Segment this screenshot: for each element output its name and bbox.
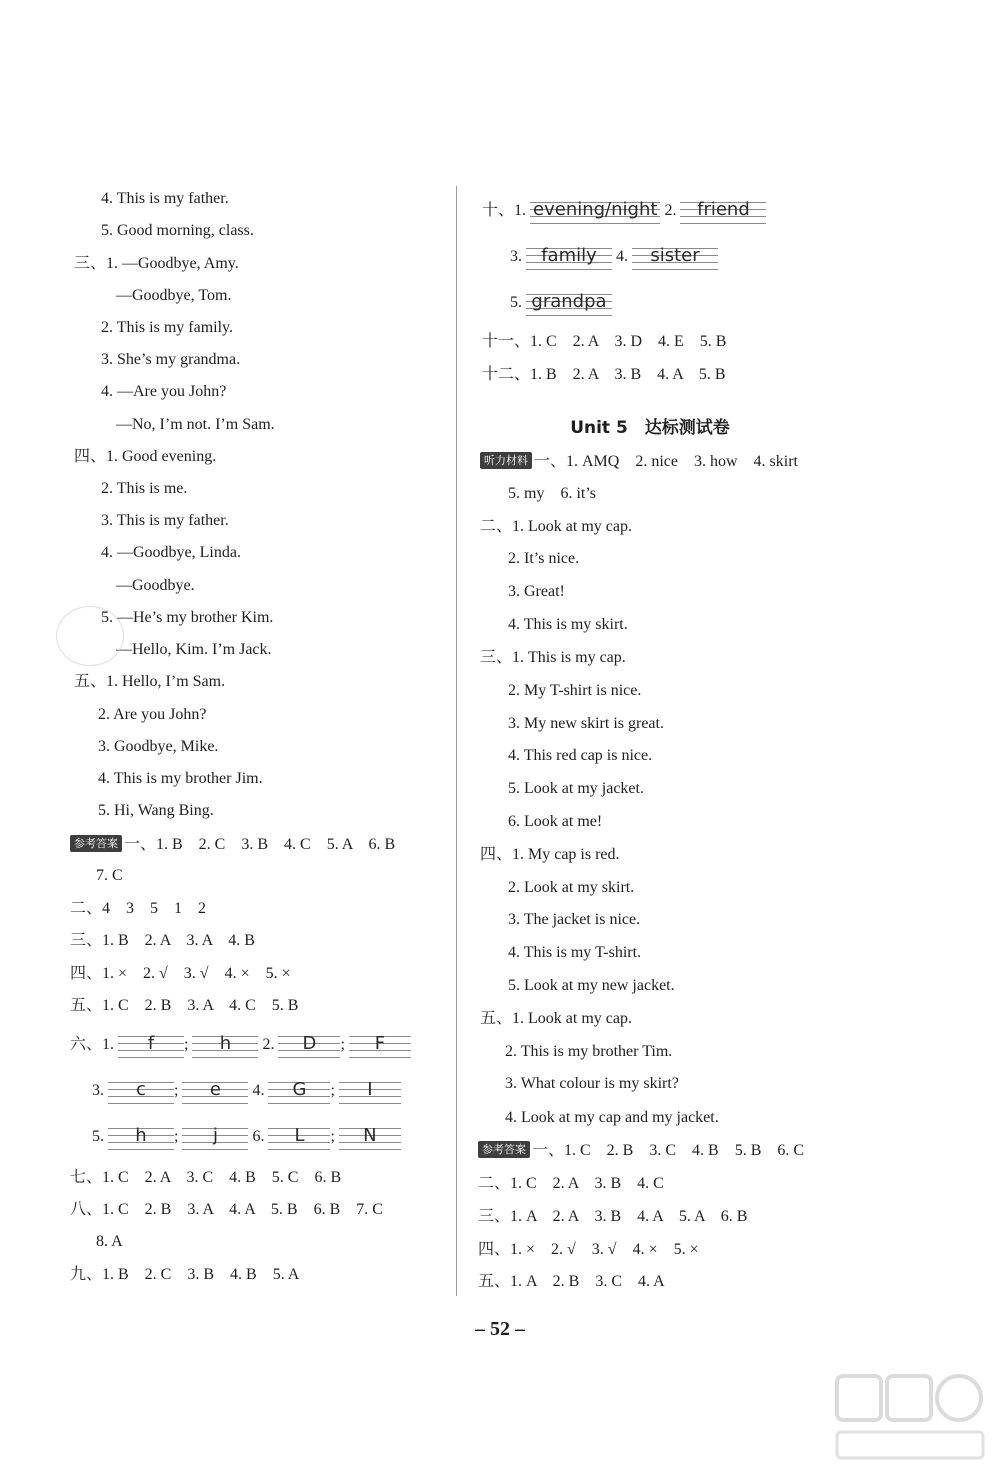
left-line: 4. —Are you John? (101, 383, 227, 400)
left-line: 五、1. Hello, I’m Sam. (74, 673, 226, 690)
page-number: – 52 – (475, 1318, 525, 1340)
left-answers-row: 参考答案 一、1. B 2. C 3. B 4. C 5. A 6. B (70, 834, 395, 856)
listening-row: 5. my 6. it’s (508, 485, 597, 502)
left-line: —Goodbye, Tom. (116, 287, 232, 304)
handwriting-answer: family (526, 244, 612, 270)
right-answers-row: 五、1. A 2. B 3. C 4. A (478, 1273, 665, 1290)
handwriting-answer: I (339, 1078, 401, 1104)
left-line: 2. This is my family. (101, 319, 233, 336)
left-line: 2. This is me. (101, 480, 188, 497)
handwriting-answer: friend (680, 198, 766, 224)
right-answers-row: 十二、1. B 2. A 3. B 4. A 5. B (482, 366, 726, 383)
right-line: 2. This is my brother Tim. (505, 1043, 673, 1060)
left-line: —Goodbye. (116, 577, 195, 594)
left-line: 2. Are you John? (98, 706, 207, 723)
right-line: 3. Great! (508, 583, 565, 600)
right-line: 三、1. This is my cap. (480, 649, 626, 666)
right-line: 6. Look at me! (508, 813, 603, 830)
right-line: 5. Look at my jacket. (508, 780, 644, 797)
handwriting-answer: h (192, 1032, 258, 1058)
left-line: 三、1. —Goodbye, Amy. (74, 255, 239, 272)
handwriting-row: 六、1. f ; h 2. D ; F (70, 1031, 411, 1059)
right-answers-row: 四、1. × 2. √ 3. √ 4. × 5. × (478, 1241, 699, 1258)
right-answers-row: 十一、1. C 2. A 3. D 4. E 5. B (482, 333, 727, 350)
watermark-logo-icon (835, 1372, 985, 1464)
left-line: 4. This is my brother Jim. (98, 770, 263, 787)
right-line: 4. Look at my cap and my jacket. (505, 1109, 719, 1126)
unit-title: Unit 5 达标测试卷 (570, 418, 730, 438)
left-line: 5. —He’s my brother Kim. (101, 609, 274, 626)
right-line: 4. This red cap is nice. (508, 747, 653, 764)
handwriting-answer: grandpa (526, 290, 612, 316)
right-line: 2. Look at my skirt. (508, 879, 635, 896)
watermark-stamp-icon (56, 606, 124, 666)
left-answers-row: 7. C (96, 867, 123, 884)
handwriting-answer: j (182, 1124, 248, 1150)
left-answers-row: 八、1. C 2. B 3. A 4. A 5. B 6. B 7. C (70, 1201, 383, 1218)
listening-row: 听力材料 一、1. AMQ 2. nice 3. how 4. skirt (480, 451, 798, 473)
right-line: 5. Look at my new jacket. (508, 977, 675, 994)
handwriting-answer: h (108, 1124, 174, 1150)
left-line: 5. Hi, Wang Bing. (98, 802, 214, 819)
left-line: —Hello, Kim. I’m Jack. (116, 641, 272, 658)
left-answers-row: 九、1. B 2. C 3. B 4. B 5. A (70, 1266, 300, 1283)
handwriting-answer: e (182, 1078, 248, 1104)
handwriting-answer: G (268, 1078, 330, 1104)
handwriting-answer: N (339, 1124, 401, 1150)
left-line: 四、1. Good evening. (74, 448, 217, 465)
right-answers-row: 参考答案 一、1. C 2. B 3. C 4. B 5. B 6. C (478, 1140, 804, 1162)
left-answers-row: 七、1. C 2. A 3. C 4. B 5. C 6. B (70, 1169, 342, 1186)
right-line: 3. The jacket is nice. (508, 911, 641, 928)
left-answers-row: 三、1. B 2. A 3. A 4. B (70, 932, 255, 949)
column-divider (456, 186, 457, 1296)
right-line: 2. My T-shirt is nice. (508, 682, 642, 699)
left-answers-row: 二、4 3 5 1 2 (70, 900, 207, 917)
right-line: 4. This is my T-shirt. (508, 944, 642, 961)
right-line: 五、1. Look at my cap. (480, 1010, 632, 1027)
handwriting-row: 十、1. evening/night 2. friend (482, 197, 766, 225)
left-line: 3. This is my father. (101, 512, 229, 529)
left-line: 3. She’s my grandma. (101, 351, 241, 368)
right-line: 四、1. My cap is red. (480, 846, 620, 863)
left-line: 4. —Goodbye, Linda. (101, 544, 241, 561)
left-line: —No, I’m not. I’m Sam. (116, 416, 275, 433)
handwriting-answer: f (118, 1032, 184, 1058)
handwriting-answer: F (349, 1032, 411, 1058)
answer-key-badge: 参考答案 (478, 1141, 530, 1158)
right-line: 4. This is my skirt. (508, 616, 628, 633)
right-line: 3. What colour is my skirt? (505, 1075, 679, 1092)
left-answers-row: 五、1. C 2. B 3. A 4. C 5. B (70, 997, 299, 1014)
left-answers-row: 四、1. × 2. √ 3. √ 4. × 5. × (70, 965, 291, 982)
left-line: 4. This is my father. (101, 190, 229, 207)
right-line: 2. It’s nice. (508, 550, 580, 567)
answer-key-badge: 参考答案 (70, 835, 122, 852)
left-answers-row: 8. A (96, 1233, 123, 1250)
handwriting-answer: evening/night (530, 198, 660, 224)
handwriting-answer: c (108, 1078, 174, 1104)
handwriting-row: 5. grandpa (510, 289, 612, 317)
handwriting-row: 5. h ; j 6. L ; N (92, 1123, 401, 1151)
handwriting-answer: L (268, 1124, 330, 1150)
right-line: 二、1. Look at my cap. (480, 518, 632, 535)
right-answers-row: 三、1. A 2. A 3. B 4. A 5. A 6. B (478, 1208, 748, 1225)
left-line: 5. Good morning, class. (101, 222, 254, 239)
listening-badge: 听力材料 (480, 452, 532, 469)
handwriting-answer: D (278, 1032, 340, 1058)
right-line: 3. My new skirt is great. (508, 715, 664, 732)
left-line: 3. Goodbye, Mike. (98, 738, 219, 755)
handwriting-row: 3. c ; e 4. G ; I (92, 1077, 401, 1105)
right-answers-row: 二、1. C 2. A 3. B 4. C (478, 1175, 664, 1192)
handwriting-answer: sister (632, 244, 718, 270)
handwriting-row: 3. family 4. sister (510, 243, 718, 271)
